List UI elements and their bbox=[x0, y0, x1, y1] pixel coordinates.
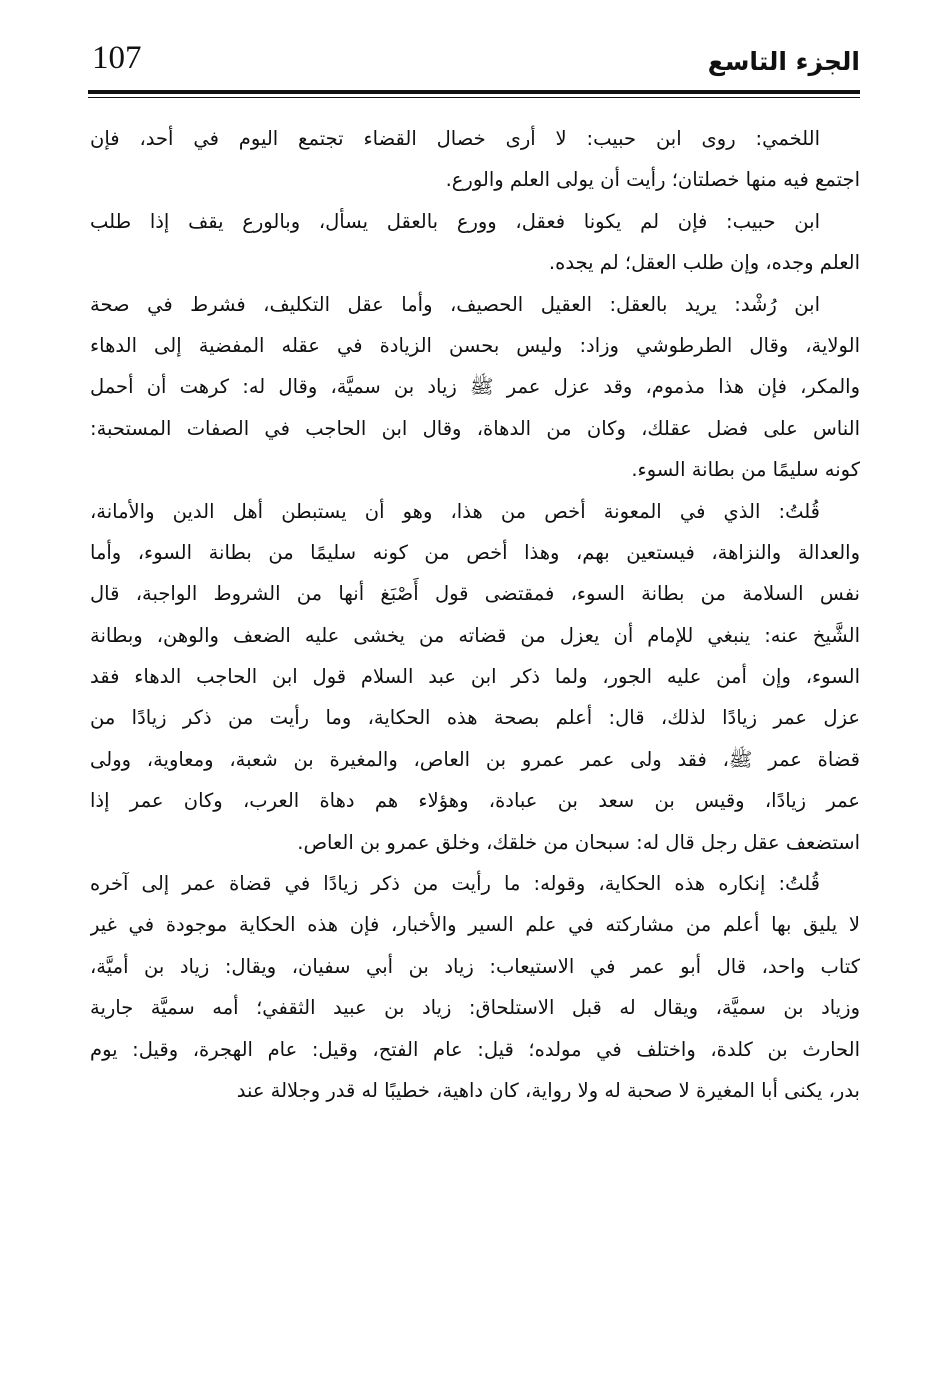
text-line: لا يليق بها أعلم من مشاركته في علم السير والأخبار، فإن هذه الحكاية موجودة في غير bbox=[90, 913, 860, 937]
text-line: قُلتُ: الذي في المعونة أخص من هذا، وهو أن يستبطن أهل الدين والأمانة، bbox=[90, 499, 820, 523]
text-line: ابن رُشْد: يريد بالعقل: العقيل الحصيف، وأما عقل التكليف، فشرط في صحة bbox=[90, 292, 820, 316]
text-line: الناس على فضل عقلك، وكان من الدهاة، وقال ابن الحاجب في الصفات المستحبة: bbox=[90, 416, 860, 440]
text-line: الحارث بن كلدة، واختلف في مولده؛ قيل: عام الفتح، وقيل: عام الهجرة، وقيل: يوم bbox=[90, 1037, 860, 1061]
text-line: استضعف عقل رجل قال له: سبحان من خلقك، وخلق عمرو بن العاص. bbox=[297, 830, 860, 854]
text-line: قضاة عمر ﷺ، فقد ولى عمر عمرو بن العاص، والمغيرة بن شعبة، ومعاوية، وولى bbox=[90, 747, 860, 771]
text-line: قُلتُ: إنكاره هذه الحكاية، وقوله: ما رأيت من ذكر زيادًا في قضاة عمر إلى آخره bbox=[90, 872, 820, 896]
text-line: كونه سليمًا من بطانة السوء. bbox=[631, 458, 860, 482]
text-line: عزل عمر زيادًا لذلك، قال: أعلم بصحة هذه الحكاية، وما رأيت من ذكر زيادًا من bbox=[90, 706, 860, 730]
header-rule-thick bbox=[88, 90, 860, 94]
chapter-title: الجزء التاسع bbox=[707, 47, 860, 76]
paragraph bbox=[90, 284, 860, 491]
paragraph bbox=[90, 201, 860, 284]
page-body bbox=[90, 118, 860, 1380]
page-header bbox=[88, 38, 860, 90]
text-line: السوء، وإن أمن عليه الجور، ولما ذكر ابن عبد السلام قول ابن الحاجب الدهاء فقد bbox=[90, 665, 860, 689]
text-line: بدر، يكنى أبا المغيرة لا صحبة له ولا رواية، كان داهية، خطيبًا له قدر وجلالة عند bbox=[236, 1078, 860, 1102]
text-line: وزياد بن سميَّة، ويقال له قبل الاستلحاق: زياد بن عبيد الثقفي؛ أمه سميَّة جارية bbox=[90, 996, 860, 1020]
text-line: والعدالة والنزاهة، فيستعين بهم، وهذا أخص من كونه سليمًا من بطانة السوء، وأما bbox=[90, 540, 860, 564]
paragraph bbox=[90, 491, 860, 864]
text-line: اللخمي: روى ابن حبيب: لا أرى خصال القضاء تجتمع اليوم في أحد، فإن bbox=[90, 127, 820, 150]
text-line: عمر زيادًا، وقيس بن سعد بن عبادة، وهؤلاء هم دهاة العرب، وكان عمر إذا bbox=[90, 789, 860, 813]
text-line: نفس السلامة من بطانة السوء، فمقتضى قول أَصْبَغ أنها من الشروط الواجبة، قال bbox=[90, 582, 860, 606]
text-line: كتاب واحد، قال أبو عمر في الاستيعاب: زياد بن أبي سفيان، ويقال: زياد بن أميَّة، bbox=[90, 954, 860, 978]
paragraph bbox=[90, 118, 860, 201]
text-line: ابن حبيب: فإن لم يكونا فعقل، وورع بالعقل يسأل، وبالورع يقف إذا طلب bbox=[90, 209, 820, 233]
header-rule-thin bbox=[88, 97, 860, 98]
text-line: الولاية، وقال الطرطوشي وزاد: وليس بحسن الزيادة في عقله المفضية إلى الدهاء bbox=[90, 333, 860, 357]
paragraph bbox=[90, 863, 860, 1111]
page-number: 107 bbox=[92, 40, 142, 76]
text-line: والمكر، فإن هذا مذموم، وقد عزل عمر ﷺ زياد بن سميَّة، وقال له: كرهت أن أحمل bbox=[90, 375, 860, 399]
text-line: اجتمع فيه منها خصلتان؛ رأيت أن يولى العلم والورع. bbox=[445, 168, 860, 192]
text-line: العلم وجده، وإن طلب العقل؛ لم يجده. bbox=[548, 251, 860, 275]
text-line: الشَّيخ عنه: ينبغي للإمام أن يعزل من قضاته من يخشى عليه الضعف والوهن، وبطانة bbox=[90, 623, 860, 647]
